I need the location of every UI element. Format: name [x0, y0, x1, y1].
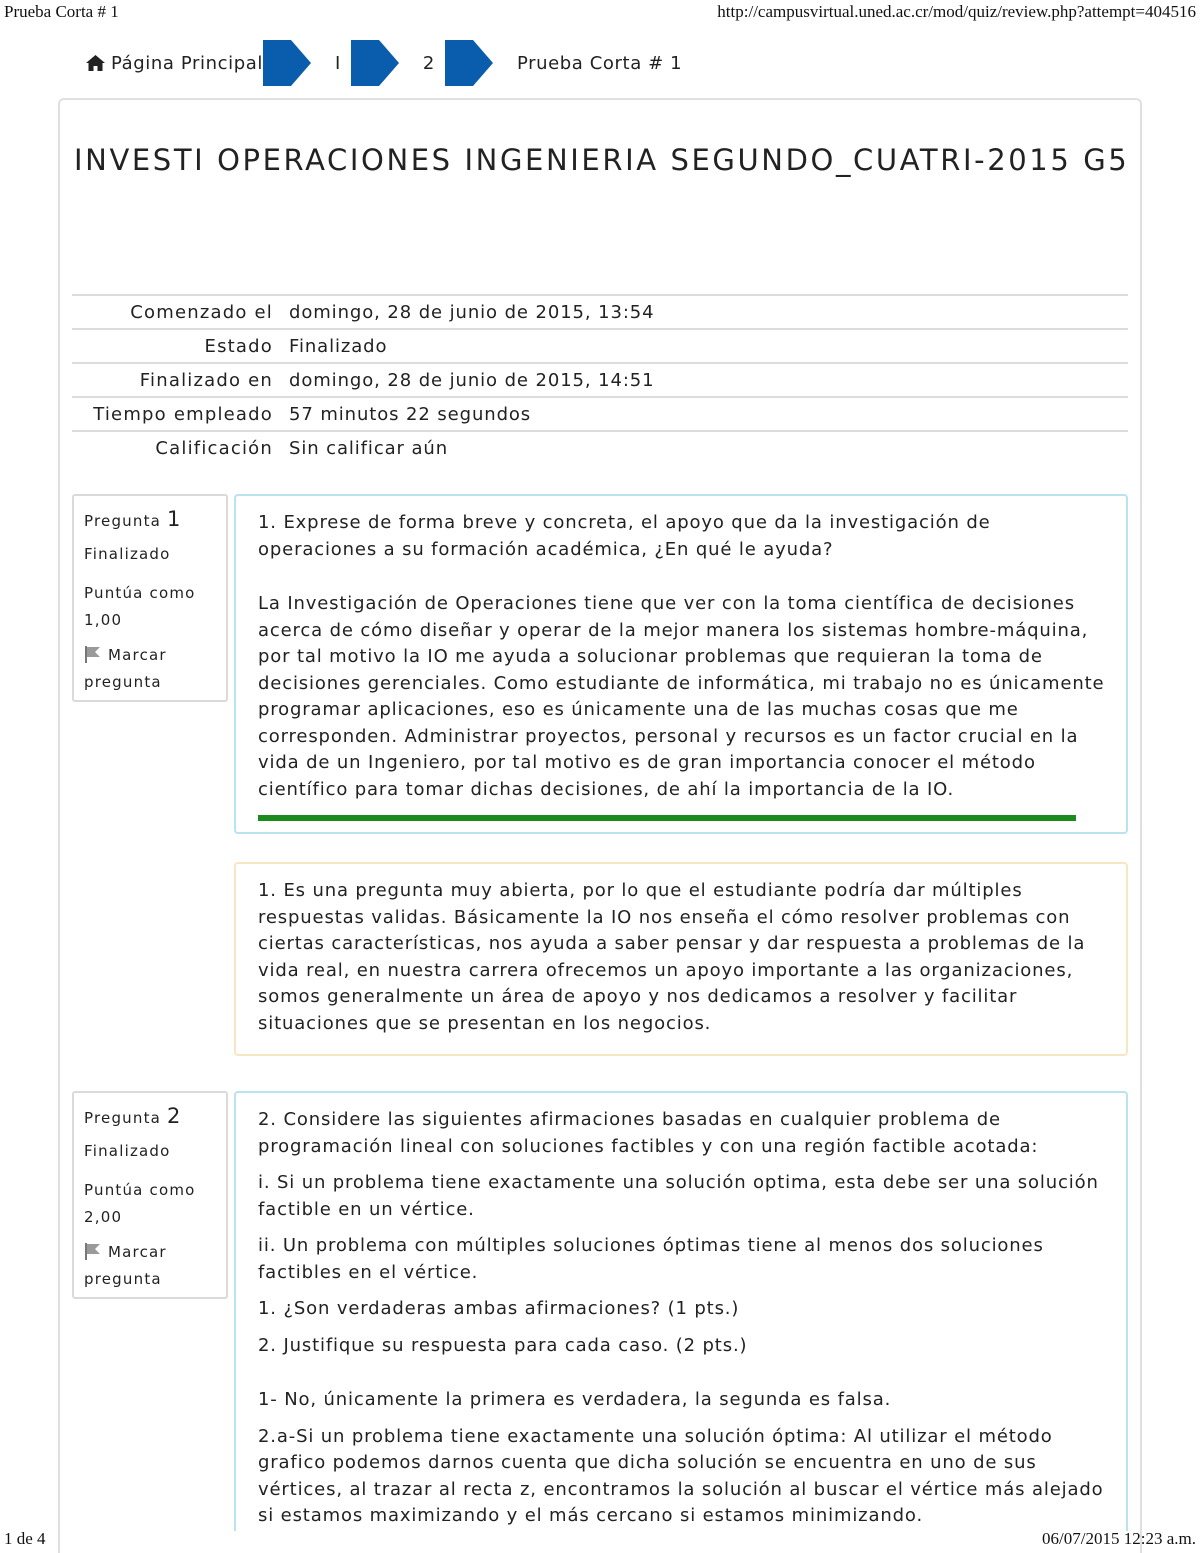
flag-question-label: Marcar pregunta [84, 646, 167, 691]
chevron-right-icon [445, 40, 493, 86]
table-row [72, 397, 1128, 431]
print-footer [4, 1529, 1196, 1553]
student-answer: La Investigación de Operaciones tiene que ver con la toma científica de decisiones acerca de cómo diseñar y operar de la mejor manera los sistemas hombre-máquina, por tal motivo la IO me ayuda a solucionar problemas que requieran la toma de decisiones gerenciales. Como estudiante de informática, mi trabajo no es únicamente programar aplicaciones, eso es únicamente una de las muchas cosas que me corresponden. Administrar proyectos, personal y recursos es un factor crucial en la vida de un Ingeniero, por tal motivo es de gran importancia conocer el método científico para tomar dichas decisiones, de ahí la importancia de la IO. [258, 593, 1105, 800]
student-answer-2a: 2.a-Si un problema tiene exactamente una solución óptima: Al utilizar el método grafico podemos darnos cuenta que dicha solución se encuentra en uno de sus vértices, al trazar al recta z, encontramos la solución al buscar el vértice más alejado si estamos maximizando y el más cercano si estamos minimizando. [258, 1425, 1104, 1526]
statement-ii: ii. Un problema con múltiples soluciones óptimas tiene al menos dos soluciones factibles en el vértice. [258, 1235, 1044, 1283]
question-part-1: 1. ¿Son verdaderas ambas afirmaciones? (1 pts.) [258, 1298, 740, 1319]
question-part-2: 2. Justifique su respuesta para cada caso. (2 pts.) [258, 1334, 748, 1356]
question-state: Finalizado [84, 1142, 171, 1160]
question-number-value: 1 [167, 507, 182, 531]
chevron-right-icon [351, 40, 399, 86]
summary-value: Finalizado [289, 335, 388, 357]
summary-value: domingo, 28 de junio de 2015, 13:54 [289, 301, 655, 323]
print-header-url: http://campusvirtual.uned.ac.cr/mod/quiz/review.php?attempt=404516 [717, 2, 1196, 21]
question-2-info [72, 1091, 228, 1299]
print-timestamp: 06/07/2015 12:23 a.m. [1042, 1529, 1196, 1548]
summary-value: domingo, 28 de junio de 2015, 14:51 [289, 369, 655, 391]
table-row [72, 295, 1128, 329]
question-label: Pregunta [84, 1109, 162, 1127]
summary-value: Sin calificar aún [289, 438, 449, 459]
print-header [4, 2, 1196, 26]
question-2-content [234, 1091, 1128, 1531]
table-row [72, 431, 1128, 465]
chevron-right-icon [263, 40, 311, 86]
question-number [84, 508, 216, 532]
print-header-title: Prueba Corta # 1 [4, 2, 119, 21]
statement-i: i. Si un problema tiene exactamente una solución optima, esta debe ser una solución factible en un vértice. [258, 1172, 1099, 1220]
summary-value: 57 minutos 22 segundos [289, 403, 532, 425]
flag-icon [84, 645, 102, 663]
page-counter: 1 de 4 [4, 1529, 46, 1548]
table-row [72, 329, 1128, 363]
flag-icon [84, 1242, 102, 1260]
flag-question-label: Marcar pregunta [84, 1243, 167, 1288]
breadcrumb-item-course[interactable]: I [334, 52, 341, 74]
question-1-feedback [234, 862, 1128, 1056]
summary-label: Tiempo empleado [93, 403, 273, 425]
question-number-value: 2 [167, 1104, 182, 1128]
summary-label: Comenzado el [130, 301, 273, 323]
summary-label: Estado [204, 335, 273, 357]
question-1-content [234, 494, 1128, 834]
question-1-info [72, 494, 228, 702]
student-answer-1: 1- No, únicamente la primera es verdadera, la segunda es falsa. [258, 1389, 892, 1410]
question-number [84, 1105, 216, 1129]
breadcrumb-home[interactable] [86, 53, 263, 74]
page-title: INVESTI OPERACIONES INGENIERIA SEGUNDO_CUATRI-2015 G5 [74, 143, 1130, 177]
home-icon [86, 55, 105, 71]
question-text: 2. Considere las siguientes afirmaciones basadas en cualquier problema de programación lineal con soluciones factibles y con una región factible acotada: [258, 1109, 1039, 1157]
breadcrumb-item-section[interactable]: 2 [422, 52, 435, 74]
question-state: Finalizado [84, 545, 171, 563]
table-row [72, 363, 1128, 397]
correct-indicator-bar [258, 815, 1076, 821]
flag-question-link[interactable] [84, 1239, 216, 1293]
general-feedback-text: 1. Es una pregunta muy abierta, por lo que el estudiante podría dar múltiples respuestas validas. Básicamente la IO nos enseña el cómo resolver problemas con ciertas características, nos ayuda a saber pensar y dar respuesta a problemas de la vida real, en nuestra carrera ofrecemos un apoyo importante a las organizaciones, somos generalmente un área de apoyo y nos dedicamos a resolver y facilitar situaciones que se presentan en los negocios. [258, 880, 1086, 1034]
summary-label: Calificación [155, 438, 273, 459]
question-text: 1. Exprese de forma breve y concreta, el apoyo que da la investigación de operaciones a su formación académica, ¿En qué le ayuda? [258, 512, 991, 560]
question-grade: Puntúa como 1,00 [84, 584, 196, 629]
flag-question-link[interactable] [84, 642, 216, 696]
breadcrumb [86, 40, 692, 86]
attempt-summary-table [72, 294, 1128, 465]
summary-label: Finalizado en [139, 369, 273, 391]
question-label: Pregunta [84, 512, 162, 530]
breadcrumb-item-quiz[interactable]: Prueba Corta # 1 [516, 52, 683, 74]
question-grade: Puntúa como 2,00 [84, 1181, 196, 1226]
breadcrumb-home-label: Página Principal [111, 52, 263, 74]
